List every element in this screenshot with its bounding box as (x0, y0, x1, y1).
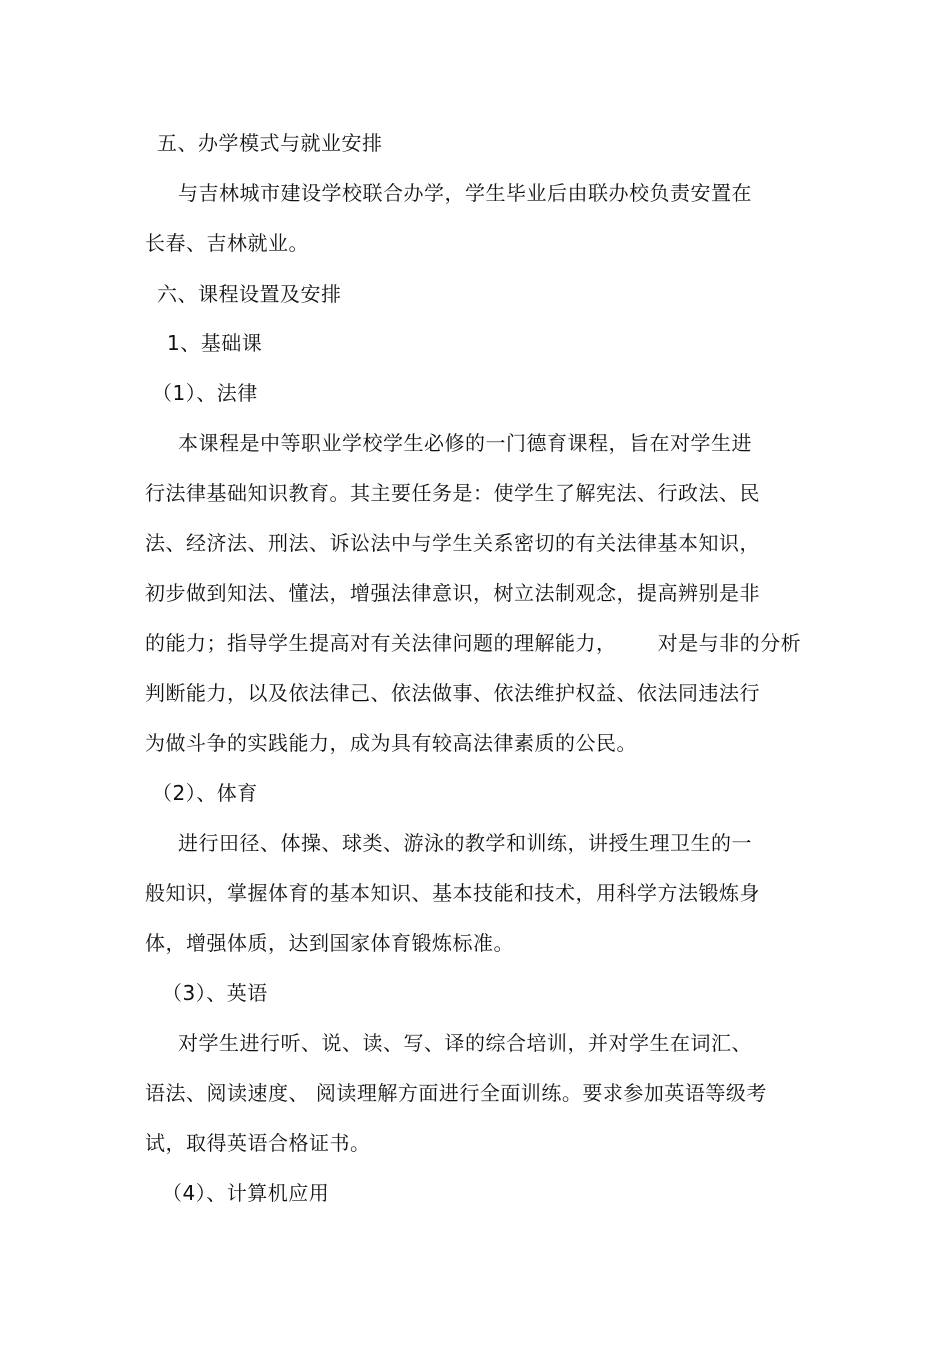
paragraph-line: 进行田径、体操、球类、游泳的教学和训练，讲授生理卫生的一 (178, 831, 752, 855)
course-title: （4）、计算机应用 (162, 1181, 330, 1205)
paragraph-line: 本课程是中等职业学校学生必修的一门德育课程，旨在对学生进 (178, 431, 752, 455)
course-title: （1）、法律 (152, 381, 258, 405)
paragraph-line: 行法律基础知识教育。其主要任务是：使学生了解宪法、行政法、民 (145, 481, 760, 505)
paragraph-line: 体，增强体质，达到国家体育锻炼标准。 (145, 931, 514, 955)
paragraph-line: 判断能力，以及依法律己、依法做事、依法维护权益、依法同违法行 (145, 681, 760, 705)
paragraph-line: 为做斗争的实践能力，成为具有较高法律素质的公民。 (145, 731, 637, 755)
paragraph-line: 初步做到知法、懂法，增强法律意识，树立法制观念，提高辨别是非 (145, 581, 760, 605)
paragraph-line: 与吉林城市建设学校联合办学，学生毕业后由联办校负责安置在 (178, 181, 752, 205)
paragraph-line: 对学生进行听、说、读、写、译的综合培训，并对学生在词汇、 (178, 1031, 752, 1055)
paragraph-line: 试，取得英语合格证书。 (145, 1131, 371, 1155)
paragraph-line: 般知识，掌握体育的基本知识、基本技能和技术，用科学方法锻炼身 (145, 881, 760, 905)
paragraph-line: 的能力；指导学生提高对有关法律问题的理解能力， 对是与非的分析 (145, 631, 802, 655)
paragraph-line: 语法、阅读速度、 阅读理解方面进行全面训练。要求参加英语等级考 (145, 1081, 767, 1105)
paragraph-line: 法、经济法、刑法、诉讼法中与学生关系密切的有关法律基本知识， (145, 531, 760, 555)
course-title: （2）、体育 (152, 781, 258, 805)
paragraph-line: 长春、吉林就业。 (145, 231, 309, 255)
subheading: 1、基础课 (167, 331, 263, 355)
section-heading: 五、办学模式与就业安排 (157, 131, 383, 155)
course-title: （3）、英语 (162, 981, 268, 1005)
section-heading: 六、课程设置及安排 (157, 282, 342, 306)
